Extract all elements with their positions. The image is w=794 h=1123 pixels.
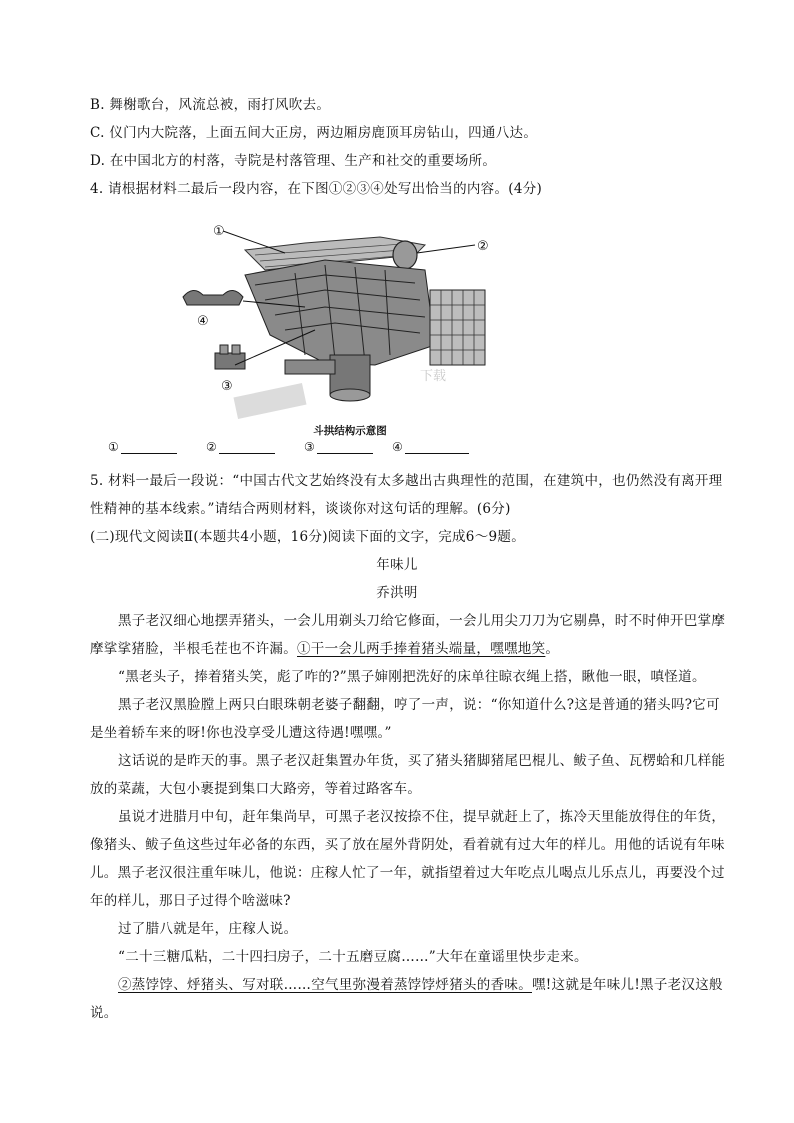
passage-title: 年味儿	[376, 557, 418, 573]
watermark-text: 下载	[420, 369, 447, 384]
paragraph-8-line-2: 说。	[90, 1005, 118, 1021]
paragraph-8-line-1: ②蒸饽饽、烀猪头、写对联……空气里弥漫着蒸饽饽烀猪头的香味。嘿!这就是年味儿!黑子老汉这般	[118, 977, 723, 993]
question-5-line-1: 5. 材料一最后一段说：“中国古代文艺始终没有太多越出古典理性的范围，在建筑中，也仍然没有离开理	[90, 473, 723, 489]
paragraph-7: “二十三糖瓜粘，二十四扫房子，二十五磨豆腐……”大年在童谣里快步走来。	[118, 949, 588, 965]
answer-blanks	[108, 440, 508, 460]
answer-blank-2[interactable]: ②	[206, 440, 275, 454]
figure-marker-4: ④	[197, 314, 209, 329]
option-b: B. 舞榭歌台，风流总被，雨打风吹去。	[90, 97, 331, 113]
paragraph-4-line-2: 放的菜蔬，大包小裹提到集口大路旁，等着过路客车。	[90, 781, 422, 797]
paragraph-6: 过了腊八就是年，庄稼人说。	[118, 921, 298, 937]
paragraph-5-line-2: 像猪头、鲅子鱼这些过年必备的东西，买了放在屋外背阴处，看着就有过大年的样儿。用他的话说有年味	[90, 837, 725, 853]
section-2-heading: (二)现代文阅读Ⅱ(本题共4小题，16分)阅读下面的文字，完成6～9题。	[90, 529, 525, 545]
paragraph-1-line-2: 摩挲挲猪脸，半根毛茬也不许漏。①干一会儿两手捧着猪头端量，嘿嘿地笑。	[90, 641, 560, 657]
figure-marker-1: ①	[213, 224, 225, 239]
paragraph-5-line-4: 年的样儿，那日子过得个啥滋味?	[90, 893, 291, 909]
underlined-sentence-2: ②蒸饽饽、烀猪头、写对联……空气里弥漫着蒸饽饽烀猪头的香味。	[118, 977, 532, 993]
paragraph-2: “黑老头子，捧着猪头笑，彪了咋的?”黑子婶刚把洗好的床单往晾衣绳上搭，瞅他一眼，嗔怪道。	[118, 669, 706, 685]
option-c: C. 仪门内大院落，上面五间大正房，两边厢房鹿顶耳房钻山，四通八达。	[90, 125, 538, 141]
paragraph-3-line-2: 是坐着轿车来的呀!你也没享受儿遭这待遇!嘿嘿。”	[90, 725, 392, 741]
answer-blank-3[interactable]: ③	[304, 440, 373, 454]
paragraph-5-line-3: 儿。黑子老汉很注重年味儿，他说：庄稼人忙了一年，就指望着过大年吃点儿喝点儿乐点儿，再要没个过	[90, 865, 725, 881]
question-4: 4. 请根据材料二最后一段内容，在下图①②③④处写出恰当的内容。(4分)	[90, 181, 543, 197]
question-5-line-2: 性精神的基本线索。”请结合两则材料，谈谈你对这句话的理解。(6分)	[90, 501, 511, 517]
figure-caption: 斗拱结构示意图	[313, 425, 387, 437]
passage-author: 乔洪明	[376, 585, 418, 601]
answer-blank-4[interactable]: ④	[392, 440, 469, 454]
answer-blank-1[interactable]: ①	[108, 440, 177, 454]
paragraph-4-line-1: 这话说的是昨天的事。黑子老汉赶集置办年货，买了猪头猪脚猪尾巴棍儿、鲅子鱼、瓦楞蛤和几样能	[118, 753, 726, 769]
dougong-diagram	[175, 215, 525, 460]
figure-marker-2: ②	[477, 239, 489, 254]
figure-marker-3: ③	[221, 379, 233, 394]
paragraph-3-line-1: 黑子老汉黑脸膛上两只白眼珠朝老婆子翻翻，哼了一声，说：“你知道什么?这是普通的猪头吗?它可	[118, 697, 720, 713]
underlined-sentence-1: ①干一会儿两手捧着猪头端量，嘿嘿地笑	[297, 641, 546, 657]
paragraph-5-line-1: 虽说才进腊月中旬，赶年集尚早，可黑子老汉按捺不住，提早就赶上了，拣冷天里能放得住的年货，	[118, 809, 726, 825]
paragraph-1-line-1: 黑子老汉细心地摆弄猪头，一会儿用剃头刀给它修面，一会儿用尖刀刀为它剔鼻，时不时伸开巴掌摩	[118, 613, 726, 629]
option-d: D. 在中国北方的村落，寺院是村落管理、生产和社交的重要场所。	[90, 153, 497, 169]
